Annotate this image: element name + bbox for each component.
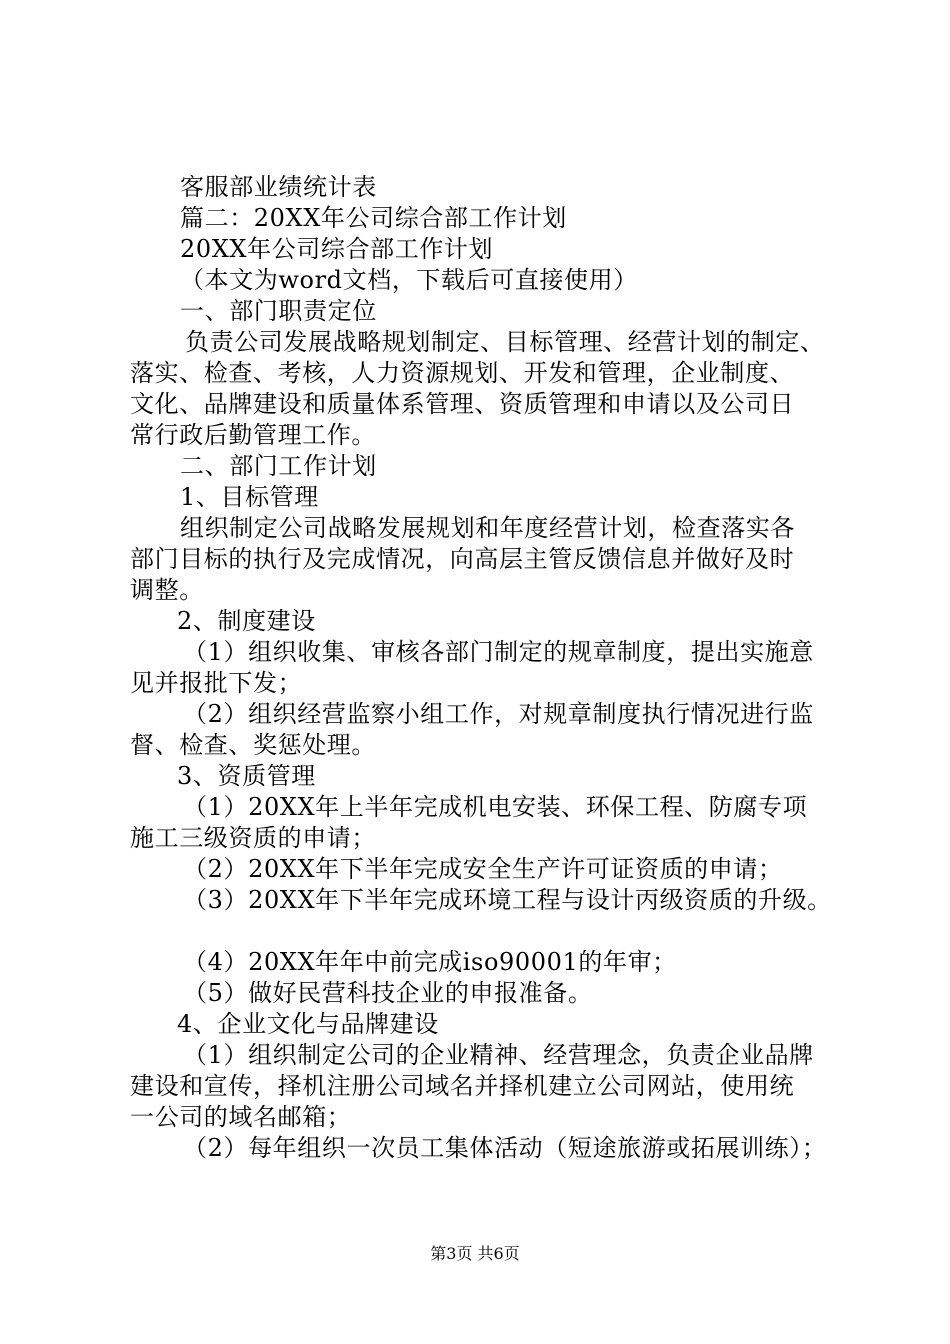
paragraph-line: 部门目标的执行及完成情况，向高层主管反馈信息并做好及时 xyxy=(130,545,795,573)
list-item: （1）20XX年上半年完成机电安装、环保工程、防腐专项 xyxy=(183,793,808,821)
blank-line xyxy=(130,916,850,947)
paragraph-line: 文化、品牌建设和质量体系管理、资质管理和申请以及公司日 xyxy=(130,390,795,418)
page-footer: 第3页 共6页 xyxy=(430,1244,520,1263)
section-heading: 二、部门工作计划 xyxy=(180,452,377,480)
subsection-heading: 4、企业文化与品牌建设 xyxy=(177,1010,439,1038)
paragraph-line: 调整。 xyxy=(130,576,204,604)
list-item: （2）20XX年下半年完成安全生产许可证资质的申请； xyxy=(183,855,783,883)
paragraph-line: 落实、检查、考核，人力资源规划、开发和管理，企业制度、 xyxy=(130,359,795,387)
list-item: （1）组织制定公司的企业精神、经营理念，负责企业品牌 xyxy=(183,1041,814,1069)
list-item: （2）每年组织一次员工集体活动（短途旅游或拓展训练）； xyxy=(183,1134,827,1162)
document-body xyxy=(130,172,850,1164)
list-item-continuation: 督、检查、奖惩处理。 xyxy=(130,731,376,759)
list-item-continuation: 施工三级资质的申请； xyxy=(130,824,376,852)
list-item: （2）组织经营监察小组工作，对规章制度执行情况进行监 xyxy=(183,700,814,728)
paragraph-line: 负责公司发展战略规划制定、目标管理、经营计划的制定、 xyxy=(185,328,825,356)
subsection-heading: 2、制度建设 xyxy=(177,607,316,635)
paragraph-line: 常行政后勤管理工作。 xyxy=(130,421,376,449)
list-item: （4）20XX年年中前完成iso90001的年审； xyxy=(183,948,677,976)
list-item: （5）做好民营科技企业的申报准备。 xyxy=(183,979,593,1007)
list-item-continuation: 见并报批下发； xyxy=(130,669,303,697)
heading-line: 客服部业绩统计表 xyxy=(180,173,377,201)
list-item-continuation: 建设和宣传，择机注册公司域名并择机建立公司网站，使用统 xyxy=(130,1072,795,1100)
article-title: 篇二：20XX年公司综合部工作计划 xyxy=(180,204,567,232)
plan-title: 20XX年公司综合部工作计划 xyxy=(180,235,494,263)
list-item-continuation: 一公司的域名邮箱； xyxy=(130,1103,352,1131)
paragraph-line: 组织制定公司战略发展规划和年度经营计划，检查落实各 xyxy=(180,514,795,542)
list-item: （3）20XX年下半年完成环境工程与设计丙级资质的升级。 xyxy=(183,886,832,914)
section-heading: 一、部门职责定位 xyxy=(180,297,377,325)
subsection-heading: 1、目标管理 xyxy=(180,483,319,511)
list-item: （1）组织收集、审核各部门制定的规章制度，提出实施意 xyxy=(183,638,814,666)
document-note: （本文为word文档，下载后可直接使用） xyxy=(180,266,638,294)
subsection-heading: 3、资质管理 xyxy=(177,762,316,790)
